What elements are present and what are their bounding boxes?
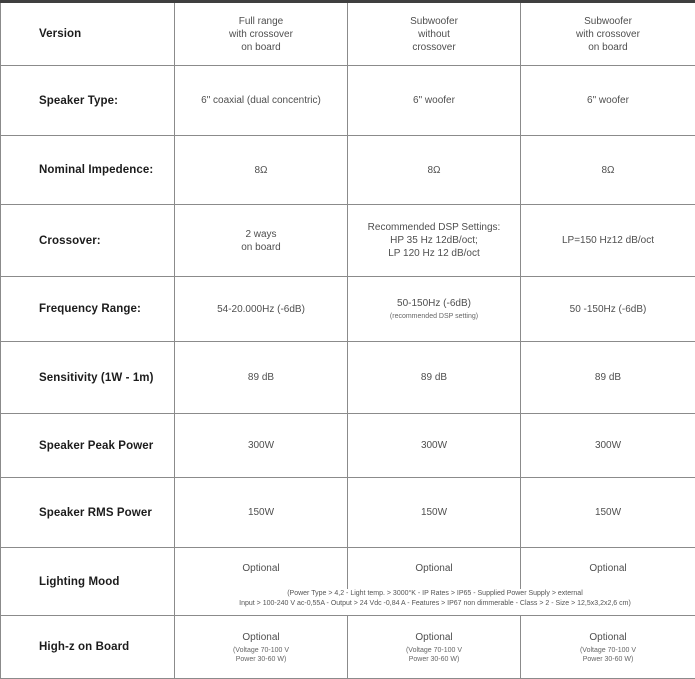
row-label-highz: High-z on Board — [1, 616, 175, 679]
spec-value-note: (recommended DSP setting) — [354, 312, 514, 321]
spec-cell — [521, 66, 695, 136]
table-row-rms-power — [1, 478, 695, 548]
spec-value-line: 89 dB — [181, 371, 341, 384]
table-row-crossover — [1, 205, 695, 277]
spec-cell — [175, 2, 348, 66]
spec-cell — [521, 478, 695, 548]
spec-value-line: 50 -150Hz (-6dB) — [527, 303, 689, 316]
spec-value-line: 300W — [354, 439, 514, 452]
spec-cell — [348, 277, 521, 342]
spec-value-line: 50-150Hz (-6dB) — [354, 297, 514, 310]
spec-cell — [175, 136, 348, 205]
spec-value-note: (Voltage 70-100 V — [354, 646, 514, 655]
table-row-version — [1, 2, 695, 66]
spec-cell — [521, 548, 695, 590]
spec-value-line: on board — [181, 41, 341, 54]
spec-cell — [521, 414, 695, 478]
spec-cell — [348, 616, 521, 679]
row-label-lighting-mood: Lighting Mood — [1, 548, 175, 616]
spec-value-line: Optional — [354, 631, 514, 644]
spec-cell — [521, 277, 695, 342]
spec-cell — [175, 205, 348, 277]
row-label-crossover: Crossover: — [1, 205, 175, 277]
row-label-peak-power: Speaker Peak Power — [1, 414, 175, 478]
spec-value-line: with crossover — [527, 28, 689, 41]
spec-cell — [521, 136, 695, 205]
spec-value-line: on board — [181, 241, 341, 254]
row-label-impedence: Nominal Impedence: — [1, 136, 175, 205]
spec-value-line: LP 120 Hz 12 dB/oct — [354, 247, 514, 260]
spec-value-line: on board — [527, 41, 689, 54]
table-row-impedence — [1, 136, 695, 205]
spec-cell — [175, 548, 348, 590]
spec-cell — [348, 136, 521, 205]
spec-value-note: Power 30-60 W) — [527, 655, 689, 664]
spec-value-line: LP=150 Hz12 dB/oct — [527, 234, 689, 247]
spec-value-line: crossover — [354, 41, 514, 54]
spec-value-line: with crossover — [181, 28, 341, 41]
spec-value-line: 8Ω — [181, 164, 341, 177]
row-label-version: Version — [1, 2, 175, 66]
spec-value-line: 89 dB — [354, 371, 514, 384]
spec-value-line: Optional — [527, 562, 689, 575]
spec-value-line: 6" woofer — [354, 94, 514, 107]
footnote-line: (Power Type > 4,2 - Light temp. > 3000°K - IP Rates > IP65 - Supplied Power Supply > external — [177, 589, 693, 599]
spec-value-line: 300W — [527, 439, 689, 452]
table-row-lighting-mood — [1, 548, 695, 590]
spec-value-line: 8Ω — [527, 164, 689, 177]
spec-cell — [521, 342, 695, 414]
spec-cell — [348, 66, 521, 136]
spec-cell — [521, 616, 695, 679]
row-label-rms-power: Speaker RMS Power — [1, 478, 175, 548]
spec-cell — [348, 478, 521, 548]
footnote-line: Input > 100-240 V ac-0,55A - Output > 24 Vdc -0,84 A - Features > IP67 non dimmerable - Class > 2 - Size > 12,5x3,2x2,6 cm) — [177, 599, 693, 609]
spec-cell — [175, 414, 348, 478]
spec-cell — [348, 414, 521, 478]
row-label-speaker-type: Speaker Type: — [1, 66, 175, 136]
spec-value-line: Subwoofer — [354, 15, 514, 28]
table-row-highz — [1, 616, 695, 679]
spec-value-line: Optional — [181, 631, 341, 644]
spec-cell — [175, 616, 348, 679]
spec-value-line: 8Ω — [354, 164, 514, 177]
spec-value-line: 150W — [527, 506, 689, 519]
spec-value-note: (Voltage 70-100 V — [181, 646, 341, 655]
spec-value-line: 150W — [181, 506, 341, 519]
spec-cell — [175, 66, 348, 136]
spec-value-line: 2 ways — [181, 228, 341, 241]
spec-value-line: 54-20.000Hz (-6dB) — [181, 303, 341, 316]
table-row-peak-power — [1, 414, 695, 478]
spec-value-line: 6" coaxial (dual concentric) — [181, 94, 341, 107]
row-label-frequency-range: Frequency Range: — [1, 277, 175, 342]
spec-cell — [348, 205, 521, 277]
table-row-frequency-range — [1, 277, 695, 342]
spec-value-line: without — [354, 28, 514, 41]
spec-cell — [521, 205, 695, 277]
row-label-sensitivity: Sensitivity (1W - 1m) — [1, 342, 175, 414]
table-row-sensitivity — [1, 342, 695, 414]
spec-value-note: (Voltage 70-100 V — [527, 646, 689, 655]
spec-value-line: 300W — [181, 439, 341, 452]
spec-value-note: Power 30-60 W) — [354, 655, 514, 664]
spec-value-line: Full range — [181, 15, 341, 28]
spec-cell — [348, 2, 521, 66]
table-row-speaker-type — [1, 66, 695, 136]
spec-cell — [175, 277, 348, 342]
spec-value-line: 6" woofer — [527, 94, 689, 107]
spec-cell — [348, 548, 521, 590]
spec-value-line: HP 35 Hz 12dB/oct; — [354, 234, 514, 247]
lighting-mood-footnote — [175, 589, 695, 616]
spec-value-line: Subwoofer — [527, 15, 689, 28]
spec-cell — [348, 342, 521, 414]
spec-value-line: 150W — [354, 506, 514, 519]
spec-value-line: Optional — [354, 562, 514, 575]
spec-value-line: Optional — [181, 562, 341, 575]
spec-value-line: 89 dB — [527, 371, 689, 384]
spec-cell — [521, 2, 695, 66]
spec-value-line: Recommended DSP Settings: — [354, 221, 514, 234]
spec-cell — [175, 342, 348, 414]
spec-value-note: Power 30-60 W) — [181, 655, 341, 664]
spec-value-line: Optional — [527, 631, 689, 644]
spec-cell — [175, 478, 348, 548]
